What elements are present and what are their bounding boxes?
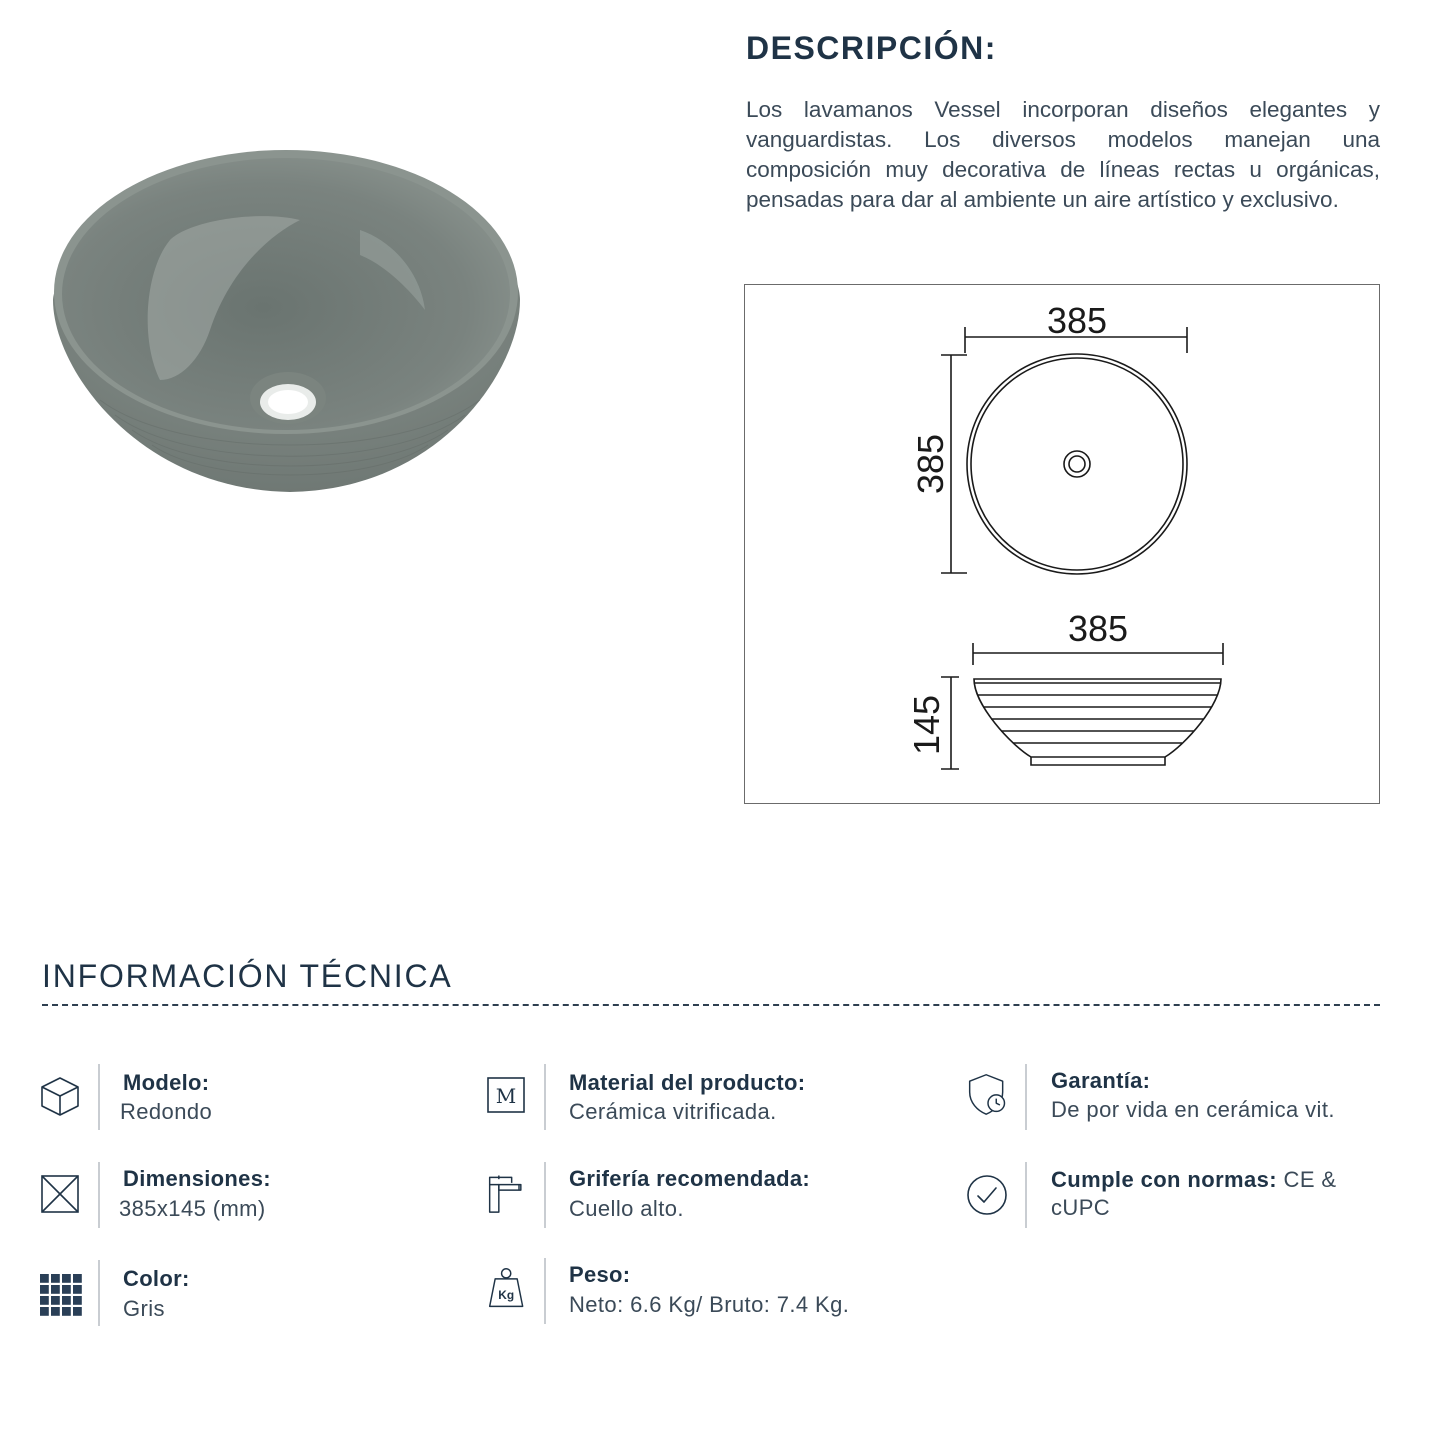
weight-kg-icon <box>486 1266 530 1310</box>
svg-text:M: M <box>495 1084 517 1108</box>
spec-label: Modelo: <box>123 1070 210 1095</box>
technical-divider <box>42 1004 1380 1006</box>
faucet-icon <box>486 1170 530 1214</box>
description-body: Los lavamanos Vessel incorporan diseños elegantes y vanguardistas. Los diversos modelos manejan una composición muy decorativa de líneas rectas u orgánicas, pensadas para dar al ambiente un aire artístico y exclusivo. <box>746 97 1380 212</box>
spec-normas <box>966 1166 1406 1236</box>
side-width-label: 385 <box>1067 608 1129 649</box>
material-m-icon <box>486 1076 530 1120</box>
spec-value: Gris <box>123 1296 165 1321</box>
spec-separator <box>544 1258 546 1324</box>
dimension-drawing <box>744 284 1380 804</box>
top-width-label: 385 <box>1046 300 1108 341</box>
spec-separator <box>1025 1162 1027 1228</box>
spec-separator <box>544 1064 546 1130</box>
spec-value: Cerámica vitrificada. <box>569 1099 777 1124</box>
spec-garantia <box>966 1068 1406 1138</box>
spec-label: Garantía: <box>1051 1068 1151 1093</box>
spec-normas-text <box>1051 1166 1391 1222</box>
technical-info-title: INFORMACIÓN TÉCNICA <box>42 958 453 994</box>
spec-label: Material del producto: <box>569 1070 806 1095</box>
spec-color <box>40 1266 460 1336</box>
spec-separator <box>98 1162 100 1228</box>
spec-label: Dimensiones: <box>123 1166 271 1191</box>
product-image <box>40 140 540 510</box>
description-title: DESCRIPCIÓN: <box>746 30 997 66</box>
shield-clock-icon <box>966 1072 1010 1116</box>
spec-label: Peso: <box>569 1262 631 1287</box>
spec-label: Cumple con normas: <box>1051 1167 1278 1192</box>
spec-value: Redondo <box>120 1099 213 1124</box>
color-grid-icon <box>40 1274 84 1318</box>
spec-value: 385x145 (mm) <box>119 1196 266 1221</box>
spec-separator <box>98 1260 100 1326</box>
spec-peso <box>486 1262 936 1332</box>
spec-separator <box>1025 1064 1027 1130</box>
spec-value: De por vida en cerámica vit. <box>1051 1097 1335 1122</box>
spec-label: Color: <box>123 1266 190 1291</box>
spec-modelo <box>40 1070 460 1140</box>
spec-separator <box>544 1162 546 1228</box>
check-circle-icon <box>966 1174 1010 1218</box>
spec-dimensiones <box>40 1166 460 1236</box>
side-height-label: 145 <box>906 694 947 756</box>
spec-value: CE & cUPC <box>1051 1167 1337 1220</box>
spec-value: Neto: 6.6 Kg/ Bruto: 7.4 Kg. <box>569 1292 850 1317</box>
dimensions-box-icon <box>40 1172 84 1216</box>
cube-icon <box>40 1074 84 1118</box>
top-depth-label: 385 <box>910 433 951 495</box>
spec-separator <box>98 1064 100 1130</box>
weight-kg-icon-text: Kg <box>498 1288 515 1302</box>
dimension-drawing-svg <box>745 285 1381 805</box>
spec-griferia <box>486 1166 936 1236</box>
spec-label: Grifería recomendada: <box>569 1166 811 1191</box>
spec-material <box>486 1070 936 1140</box>
spec-value: Cuello alto. <box>569 1196 684 1221</box>
